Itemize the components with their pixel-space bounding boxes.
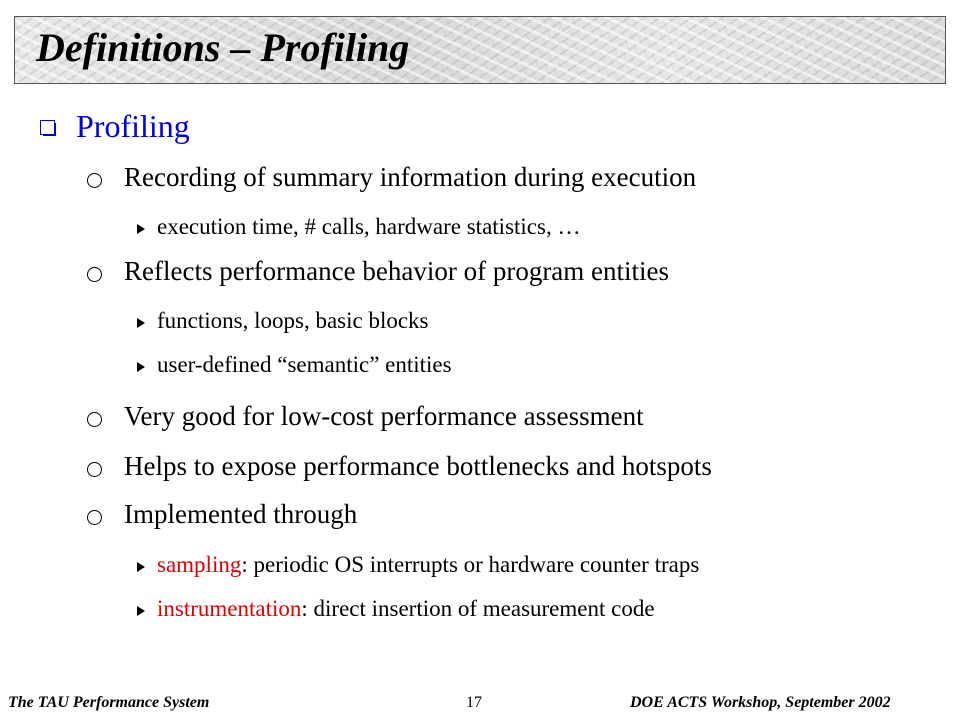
slide-title: Definitions – Profiling xyxy=(36,25,410,70)
ring-bullet-icon xyxy=(87,267,102,282)
arrow-bullet-icon xyxy=(137,562,145,572)
bullet-reflects: Reflects performance behavior of program entities xyxy=(124,256,670,286)
bullet-implemented: Implemented through xyxy=(124,499,358,529)
ring-bullet-icon xyxy=(87,412,102,427)
term-instrumentation: instrumentation xyxy=(157,596,302,621)
box-bullet-icon xyxy=(40,120,55,135)
bullet-helps: Helps to expose performance bottlenecks and hotspots xyxy=(124,451,712,481)
footer-right: DOE ACTS Workshop, September 2002 xyxy=(630,694,891,711)
arrow-bullet-icon xyxy=(137,606,145,616)
page-number: 17 xyxy=(466,694,482,711)
ring-bullet-icon xyxy=(87,462,102,477)
sub-bullet-instrumentation xyxy=(157,596,655,622)
sub-bullet-functions: functions, loops, basic blocks xyxy=(157,308,429,333)
arrow-bullet-icon xyxy=(137,224,145,234)
footer-left: The TAU Performance System xyxy=(8,694,210,711)
sub-bullet-execution: execution time, # calls, hardware statistics, … xyxy=(157,214,581,239)
sub-bullet-sampling xyxy=(157,552,699,578)
instrumentation-description: : direct insertion of measurement code xyxy=(301,596,655,621)
term-sampling: sampling xyxy=(157,552,242,577)
sampling-description: : periodic OS interrupts or hardware counter traps xyxy=(241,552,700,577)
sub-bullet-user-defined: user-defined “semantic” entities xyxy=(157,352,452,377)
bullet-recording: Recording of summary information during execution xyxy=(124,162,697,192)
arrow-bullet-icon xyxy=(137,362,145,372)
ring-bullet-icon xyxy=(87,510,102,525)
arrow-bullet-icon xyxy=(137,318,145,328)
bullet-very-good: Very good for low-cost performance assessment xyxy=(124,401,644,431)
heading-profiling: Profiling xyxy=(76,108,190,144)
ring-bullet-icon xyxy=(87,173,102,188)
